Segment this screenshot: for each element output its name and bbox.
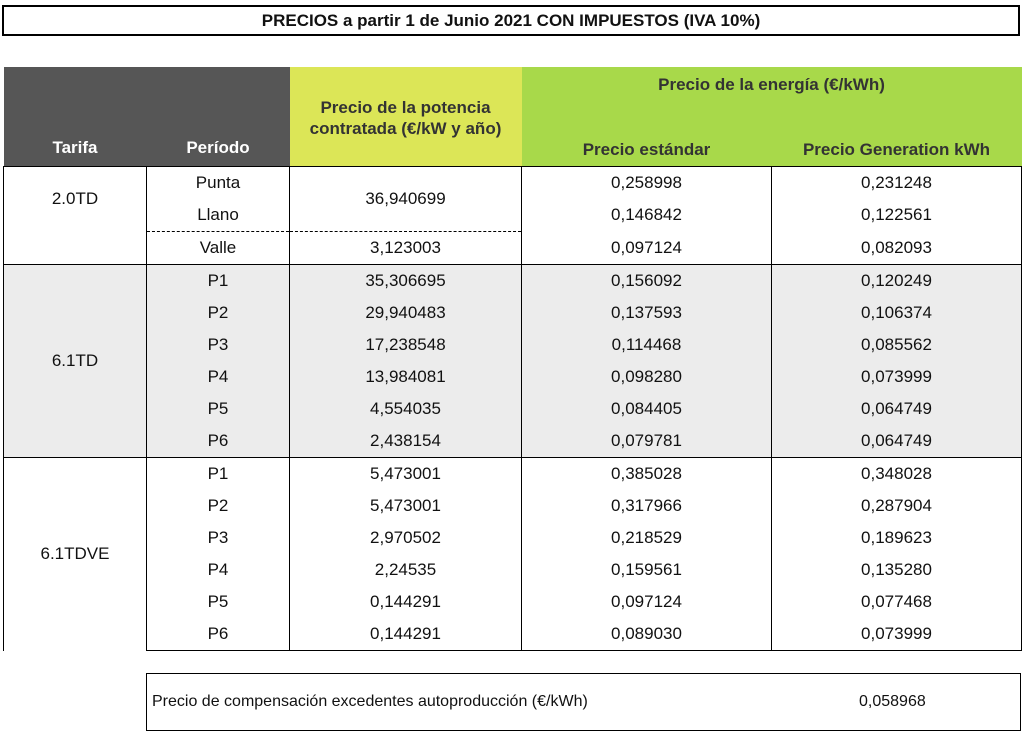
header-periodo: Período xyxy=(147,67,290,167)
group-6-1tdve xyxy=(4,458,1022,651)
generation-cell: 0,085562 xyxy=(772,329,1022,361)
periodo-cell: P4 xyxy=(147,361,290,393)
estandar-cell: 0,089030 xyxy=(522,618,772,651)
tarifa-cell: 6.1TD xyxy=(4,265,147,458)
periodo-cell: P2 xyxy=(147,297,290,329)
table-row xyxy=(4,618,1022,651)
compensation-value: 0,058968 xyxy=(859,693,926,710)
table-row xyxy=(4,490,1022,522)
estandar-cell: 0,084405 xyxy=(522,393,772,425)
generation-cell: 0,082093 xyxy=(772,232,1022,265)
estandar-cell: 0,258998 xyxy=(522,167,772,200)
potencia-cell: 36,940699 xyxy=(290,167,522,232)
estandar-cell: 0,079781 xyxy=(522,425,772,458)
header-generation: Precio Generation kWh xyxy=(772,119,1022,167)
group-6-1td xyxy=(4,265,1022,458)
table-row xyxy=(4,329,1022,361)
periodo-cell: P5 xyxy=(147,586,290,618)
table-row xyxy=(4,458,1022,491)
periodo-cell: P1 xyxy=(147,458,290,491)
generation-cell: 0,106374 xyxy=(772,297,1022,329)
periodo-cell: P5 xyxy=(147,393,290,425)
potencia-cell: 2,970502 xyxy=(290,522,522,554)
estandar-cell: 0,097124 xyxy=(522,586,772,618)
generation-cell: 0,120249 xyxy=(772,265,1022,298)
compensation-label: Precio de compensación excedentes autoproducción (€/kWh) xyxy=(152,693,588,710)
header-estandar: Precio estándar xyxy=(522,119,772,167)
generation-cell: 0,064749 xyxy=(772,425,1022,458)
generation-cell: 0,287904 xyxy=(772,490,1022,522)
generation-cell: 0,064749 xyxy=(772,393,1022,425)
potencia-cell: 0,144291 xyxy=(290,618,522,651)
header-potencia: Precio de la potencia contratada (€/kW y año) xyxy=(290,67,522,167)
estandar-cell: 0,385028 xyxy=(522,458,772,491)
table-row xyxy=(4,393,1022,425)
compensation-box xyxy=(146,673,1021,731)
table-row xyxy=(4,554,1022,586)
estandar-cell: 0,097124 xyxy=(522,232,772,265)
page-title: PRECIOS a partir 1 de Junio 2021 CON IMPUESTOS (IVA 10%) xyxy=(2,5,1020,36)
periodo-cell: P1 xyxy=(147,265,290,298)
periodo-cell: Valle xyxy=(147,232,290,265)
potencia-cell: 17,238548 xyxy=(290,329,522,361)
periodo-cell: Punta xyxy=(147,167,290,200)
table-row xyxy=(4,522,1022,554)
potencia-cell: 5,473001 xyxy=(290,458,522,491)
tarifa-cell: 6.1TDVE xyxy=(4,458,147,651)
estandar-cell: 0,137593 xyxy=(522,297,772,329)
table-row xyxy=(4,586,1022,618)
periodo-cell: P3 xyxy=(147,329,290,361)
generation-cell: 0,077468 xyxy=(772,586,1022,618)
periodo-cell: P3 xyxy=(147,522,290,554)
generation-cell: 0,073999 xyxy=(772,361,1022,393)
table-row xyxy=(4,425,1022,458)
estandar-cell: 0,098280 xyxy=(522,361,772,393)
potencia-cell: 35,306695 xyxy=(290,265,522,298)
table-row xyxy=(4,167,1022,200)
potencia-cell: 2,24535 xyxy=(290,554,522,586)
potencia-cell: 0,144291 xyxy=(290,586,522,618)
header-tarifa: Tarifa xyxy=(4,67,147,167)
generation-cell: 0,231248 xyxy=(772,167,1022,200)
potencia-cell: 3,123003 xyxy=(290,232,522,265)
generation-cell: 0,348028 xyxy=(772,458,1022,491)
estandar-cell: 0,218529 xyxy=(522,522,772,554)
generation-cell: 0,189623 xyxy=(772,522,1022,554)
table-row xyxy=(4,232,1022,265)
generation-cell: 0,135280 xyxy=(772,554,1022,586)
periodo-cell: Llano xyxy=(147,199,290,232)
table-row xyxy=(4,265,1022,298)
periodo-cell: P6 xyxy=(147,618,290,651)
estandar-cell: 0,146842 xyxy=(522,199,772,232)
tarifa-cell: 2.0TD xyxy=(4,167,147,232)
header-energia: Precio de la energía (€/kWh) xyxy=(522,67,1022,119)
periodo-cell: P4 xyxy=(147,554,290,586)
table-row xyxy=(4,361,1022,393)
price-table xyxy=(3,67,1022,651)
estandar-cell: 0,114468 xyxy=(522,329,772,361)
generation-cell: 0,122561 xyxy=(772,199,1022,232)
table-row xyxy=(4,297,1022,329)
potencia-cell: 5,473001 xyxy=(290,490,522,522)
estandar-cell: 0,156092 xyxy=(522,265,772,298)
periodo-cell: P6 xyxy=(147,425,290,458)
potencia-cell: 2,438154 xyxy=(290,425,522,458)
potencia-cell: 4,554035 xyxy=(290,393,522,425)
periodo-cell: P2 xyxy=(147,490,290,522)
estandar-cell: 0,159561 xyxy=(522,554,772,586)
potencia-cell: 29,940483 xyxy=(290,297,522,329)
potencia-cell: 13,984081 xyxy=(290,361,522,393)
tarifa-cell-empty xyxy=(4,232,147,265)
estandar-cell: 0,317966 xyxy=(522,490,772,522)
group-2-0td xyxy=(4,167,1022,265)
generation-cell: 0,073999 xyxy=(772,618,1022,651)
